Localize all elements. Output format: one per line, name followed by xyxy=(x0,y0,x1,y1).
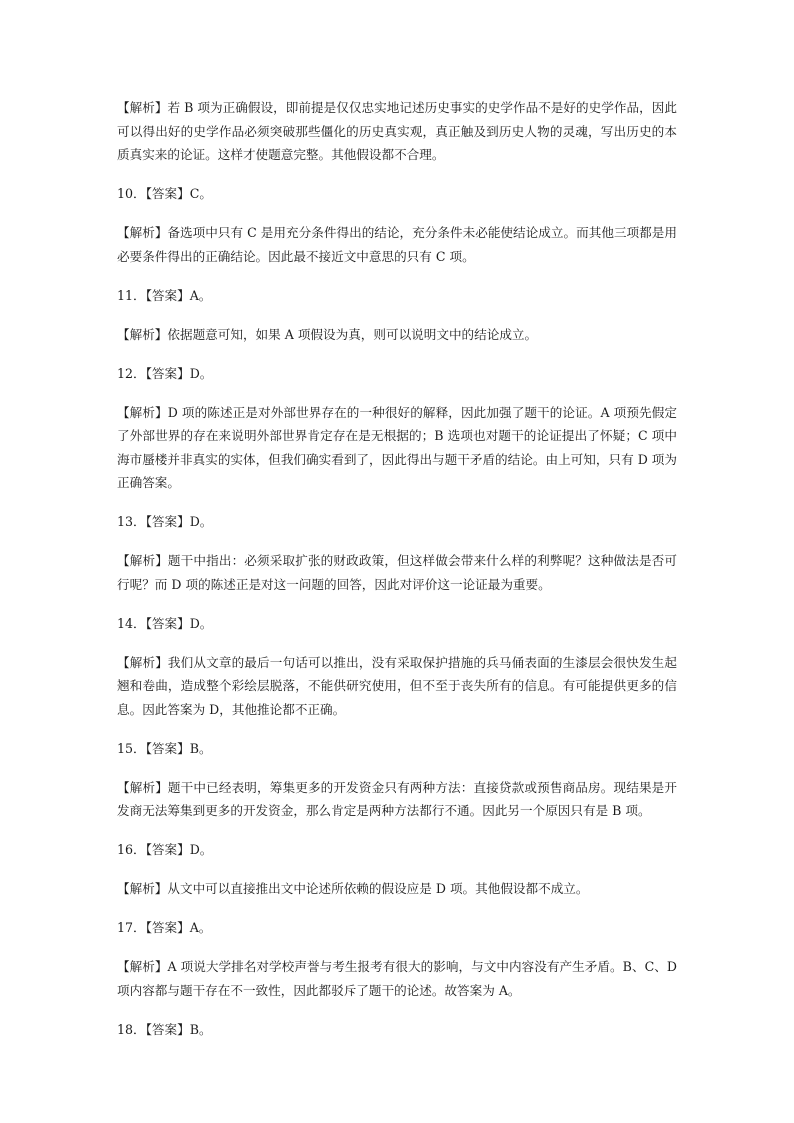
analysis-paragraph: 【解析】依据题意可知，如果 A 项假设为真，则可以说明文中的结论成立。 xyxy=(117,326,538,342)
answer-line: 10．【答案】C。 xyxy=(117,186,212,201)
analysis-paragraph: 【解析】若 B 项为正确假设，即前提是仅仅忠实地记述历史事实的史学作品不是好的史学作品，因此可以得出好的史学作品必须突破那些僵化的历史真实观，真正触及到历史人物的灵魂，写出历史的本质真实来的论证。这样才使题意完整。其他假设都不合理。 xyxy=(117,100,677,162)
analysis-paragraph: 【解析】D 项的陈述正是对外部世界存在的一种很好的解释，因此加强了题干的论证。A 项预先假定了外部世界的存在来说明外部世界肯定存在是无根据的；B 选项也对题干的论证提出了怀疑；C 项中海市蜃楼并非真实的实体，但我们确实看到了，因此得出与题干矛盾的结论。由上可知，只有 D 项为正确答案。 xyxy=(117,404,677,490)
analysis-paragraph: 【解析】我们从文章的最后一句话可以推出，没有采取保护措施的兵马俑表面的生漆层会很快发生起翘和卷曲，造成整个彩绘层脱落，不能供研究使用，但不至于丧失所有的信息。有可能提供更多的信息。因此答案为 D，其他推论都不正确。 xyxy=(117,654,677,717)
answer-line: 11．【答案】A。 xyxy=(117,287,212,303)
analysis-paragraph: 【解析】题干中已经表明，筹集更多的开发资金只有两种方法：直接贷款或预售商品房。现结果是开发商无法筹集到更多的开发资金，那么肯定是两种方法都行不通。因此另一个原因只有是 B 项。 xyxy=(117,779,677,818)
answer-line: 17．【答案】A。 xyxy=(117,920,212,935)
answer-line: 18．【答案】B。 xyxy=(117,1021,212,1037)
analysis-paragraph: 【解析】备选项中只有 C 是用充分条件得出的结论，充分条件未必能使结论成立。而其他三项都是用必要条件得出的正确结论。因此最不接近文中意思的只有 C 项。 xyxy=(117,225,677,264)
answer-line: 13．【答案】D。 xyxy=(117,514,213,529)
document-page xyxy=(117,96,677,1057)
answer-line: 12．【答案】D。 xyxy=(117,365,213,381)
answer-line: 14．【答案】D。 xyxy=(117,615,213,631)
analysis-paragraph: 【解析】题干中指出：必须采取扩张的财政政策，但这样做会带来什么样的利弊呢？这种做法是否可行呢？而 D 项的陈述正是对这一问题的回答，因此对评价这一论证最为重要。 xyxy=(117,553,677,592)
analysis-paragraph: 【解析】从文中可以直接推出文中论述所依赖的假设应是 D 项。其他假设都不成立。 xyxy=(117,881,589,896)
answer-line: 15．【答案】B。 xyxy=(117,740,212,756)
analysis-paragraph: 【解析】A 项说大学排名对学校声誉与考生报考有很大的影响，与文中内容没有产生矛盾。B、C、D 项内容都与题干存在不一致性，因此都驳斥了题干的论述。故答案为 A。 xyxy=(117,959,677,998)
answer-line: 16．【答案】D。 xyxy=(117,842,213,857)
